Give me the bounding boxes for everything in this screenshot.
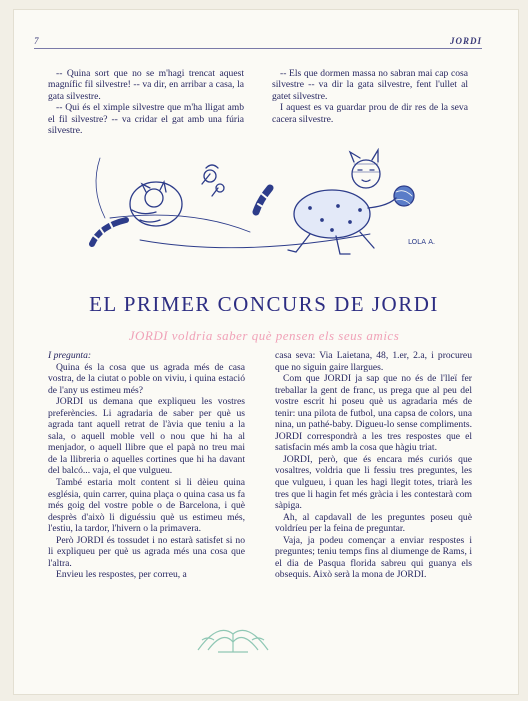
paragraph: Quina és la cosa que us agrada més de casa vostra, de la ciutat o poble on viviu, i quina estació de l'any us estimeu més? (48, 361, 245, 396)
paragraph: I aquest es va guardar prou de dir res de la seva cacera silvestre. (272, 102, 468, 125)
cats-illustration (70, 148, 450, 270)
intro-column-left (48, 68, 244, 136)
intro-column-right (272, 68, 468, 125)
paragraph: JORDI us demana que expliqueu les vostres preferències. Li agradaria de saber per què us agrada tant aquell retrat de l'àvia que teniu a la sala, o aquell moble vell o nou que hi ha al menjador, o aquell llibre que el papà no treu mai de la llibreria o aquelles cortines que hi ha davant del balcó... vaja, el que vulgueu. (48, 396, 245, 477)
paragraph: Com que JORDI ja sap que no és de l'lleï fer treballar la gent de franc, us prega que al peu del vostre escrit hi poseu què us agradaria més de tenir: una pilota de futbol, una capsa de colors, una nina, un pathé-baby. Digueu-lo sense compliments. JORDI correspondrà a les tres respostes que el satisfacin més amb la cosa que hàgiu triat. (275, 373, 472, 454)
paragraph: -- Qui és el ximple silvestre que m'ha lligat amb el fil silvestre? -- va cridar el gat amb una fúria silvestre. (48, 102, 244, 137)
paragraph: JORDI, però, que és encara més curiós que vosaltres, voldria que li fessiu tres preguntes, les que vulgueu, i quan les hagi llegit totes, triarà les tres que li hagin fet més gràcia i les contestarà com sàpiga. (275, 453, 472, 512)
paragraph: Vaja, ja podeu començar a enviar respostes i preguntes; teniu temps fins al diumenge de Rams, i el dia de Pasqua florida sabreu qui guanya els obsequis. Això serà la mona de JORDI. (275, 534, 472, 581)
paragraph: -- Quina sort que no se m'hagi trencat aquest magnífic fil silvestre! -- va dir, en arribar a casa, la gata silvestre. (48, 68, 244, 102)
paragraph: I pregunta: (48, 350, 92, 361)
page-header (34, 32, 482, 49)
paragraph: -- Els que dormen massa no sabran mai cap cosa silvestre -- va dir la gata silvestre, fent l'ullet al gatet silvestre. (272, 68, 468, 102)
paragraph: També estaria molt content si li dèieu quina església, quin carrer, quina plaça o quina casa us fa més goig del vostre poble o de Barcelona, i què desprès d'això li diguéssiu què us estimeu més, l'estiu, la tardor, l'hivern o la primavera. (48, 477, 245, 535)
decorative-flourish-icon (188, 616, 278, 656)
body-column-left (48, 350, 245, 581)
paragraph: casa seva: Via Laietana, 48, 1.er, 2.a, i procureu que no siguin gaire llargues. (275, 350, 472, 373)
body-column-right (275, 350, 472, 581)
artist-signature: LOLA A. (408, 238, 436, 246)
story-ending (48, 68, 470, 146)
paragraph: Ah, al capdavall de les preguntes poseu què voldríeu per la feina de preguntar. (275, 511, 472, 535)
running-title: JORDI (449, 36, 482, 46)
section-title: EL PRIMER CONCURS DE JORDI (89, 292, 439, 316)
page-number: 7 (34, 36, 39, 46)
paragraph: Envieu les respostes, per correu, a (56, 569, 187, 581)
contest-text (48, 350, 472, 590)
paragraph: Però JORDI és tossudet i no estarà satisfet si no li expliqueu per què us agrada més una cosa que l'altra. (48, 534, 245, 569)
section-subtitle: JORDI voldria saber què pensen els seus amics (128, 328, 400, 343)
